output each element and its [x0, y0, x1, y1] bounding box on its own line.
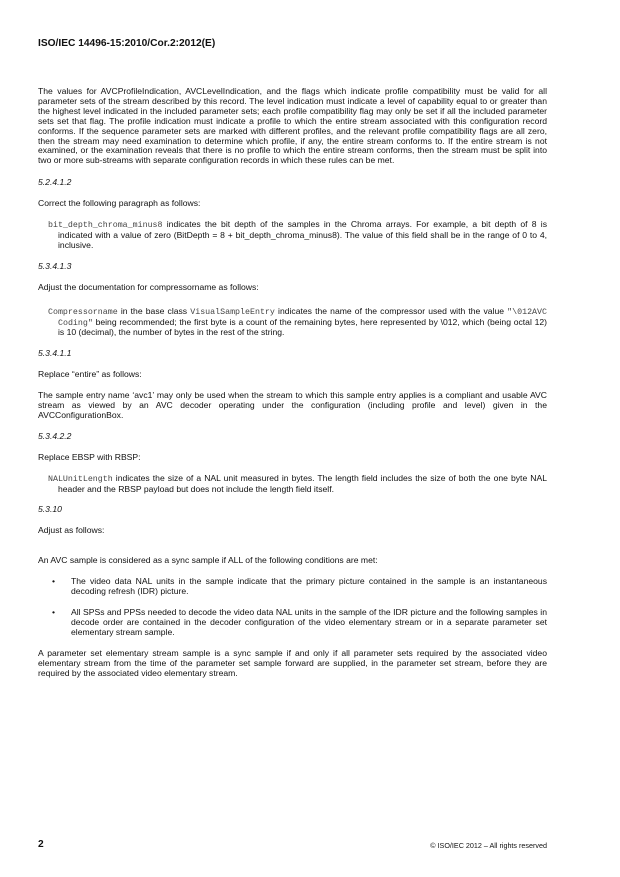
definition-nalunitlength — [38, 474, 547, 495]
definition-text: indicates the bit depth of the samples in the Chroma arrays. For example, a bit depth of 8 is indicated with a value of zero (BitDepth = 8 + bit_depth_chroma_minus8). The value of this field shall be in the range of 0 to 4, inclusive. — [58, 219, 547, 250]
bullet-icon: • — [52, 607, 56, 617]
sample-entry-paragraph: The sample entry name ‘avc1’ may only be used when the stream to which this sample entry applies is a compliant and usable AVC stream as viewed by an AVC decoder operating under the configuration (including profile and level) given in the AVCConfigurationBox. — [38, 390, 547, 420]
section-number-5-3-4-1-3: 5.3.4.1.3 — [38, 260, 72, 271]
bullet-icon: • — [52, 576, 56, 587]
section-instruction: Replace “entire” as follows: — [38, 369, 142, 380]
section-instruction: Adjust as follows: — [38, 525, 105, 536]
list-item: • The video data NAL units in the sample indicate that the primary picture contained in the sample is an instantaneous decoding refresh (IDR) picture. — [52, 576, 547, 597]
section-number-5-3-4-2-2: 5.3.4.2.2 — [38, 430, 72, 441]
section-instruction: Adjust the documentation for compressorname as follows: — [38, 281, 259, 292]
code-term: bit_depth_chroma_minus8 — [48, 221, 163, 231]
page-footer — [38, 839, 547, 850]
definition-text: in the base class — [117, 305, 191, 316]
code-term: "\012AVC Coding" — [58, 307, 547, 328]
page-content — [38, 87, 547, 689]
page-number: 2 — [38, 839, 44, 850]
section-instruction: Correct the following paragraph as follows: — [38, 198, 201, 209]
intro-paragraph: The values for AVCProfileIndication, AVCLevelIndication, and the flags which indicate profile compatibility must be valid for all parameter sets of the stream described by this record. The level indication must indicate a level of capability equal to or greater than the highest level indicated in the included parameter sets; each profile compatibility flag may only be set if all the included parameter sets set that flag. The profile indication must indicate a profile to which the entire stream associated with this configuration record conforms. If the sequence parameter sets are marked with different profiles, and the relevant profile compatibility flags are all zero, then the stream may need examination to determine which profile, if any, the entire stream conforms to. If the entire stream is not examined, or the examination reveals that there is no profile to which the entire stream conforms, then the stream must be split into two or more sub-streams with separate configuration records in which these rules can be met. — [38, 86, 547, 166]
definition-compressorname — [38, 307, 547, 339]
section-number-5-2-4-1-2: 5.2.4.1.2 — [38, 177, 72, 188]
section-number-5-3-4-1-1: 5.3.4.1.1 — [38, 348, 72, 359]
definition-text: indicates the name of the compressor used with the value — [274, 305, 508, 316]
code-term: NALUnitLength — [48, 474, 113, 484]
list-item: • All SPSs and PPSs needed to decode the video data NAL units in the sample of the IDR picture and the following samples in decode order are contained in the decoder configuration of the video elementary stream or in a separate parameter set elementary stream sample. — [52, 607, 547, 637]
definition-bit-depth-chroma — [38, 220, 547, 251]
closing-paragraph: A parameter set elementary stream sample is a sync sample if and only if all parameter sets required by the associated video elementary stream from the time of the parameter set sample forward are supplied, in the parameter set stream, before they are required by the associated video elementary stream. — [38, 647, 547, 678]
section-number-5-3-10: 5.3.10 — [38, 504, 62, 515]
copyright-notice: © ISO/IEC 2012 – All rights reserved — [430, 841, 547, 850]
sync-sample-conditions-list — [38, 577, 547, 638]
definition-text: being recommended; the first byte is a count of the remaining bytes, here represented by \012, which (being octal 12) is 10 (decimal), the number of bytes in the rest of the string. — [58, 316, 547, 338]
sync-sample-lead: An AVC sample is considered as a sync sample if ALL of the following conditions are met: — [38, 555, 378, 566]
document-header-title: ISO/IEC 14496-15:2010/Cor.2:2012(E) — [38, 38, 216, 49]
code-term: VisualSampleEntry — [190, 307, 275, 317]
code-term: Compressorname — [48, 307, 118, 317]
definition-text: indicates the size of a NAL unit measured in bytes. The length field includes the size of both the one byte NAL header and the RBSP payload but does not include the length field itself. — [58, 472, 547, 494]
section-instruction: Replace EBSP with RBSP: — [38, 451, 141, 462]
